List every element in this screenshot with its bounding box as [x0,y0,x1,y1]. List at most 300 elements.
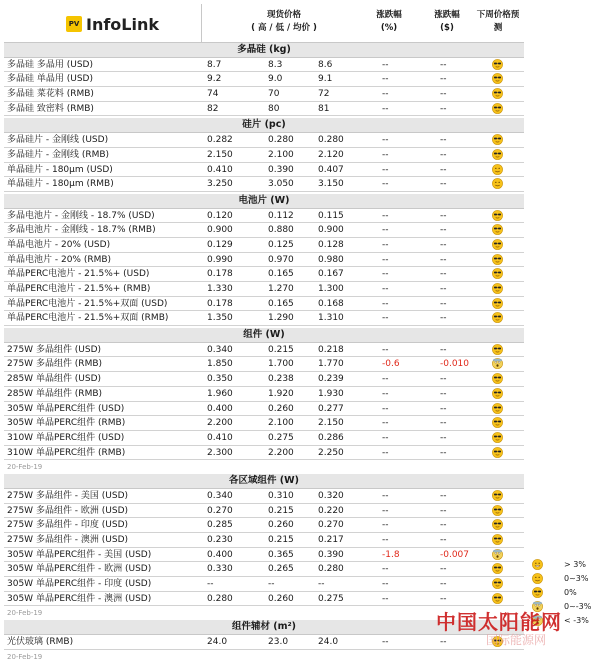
item-name: 275W 多晶组件 - 美国 (USD) [7,490,128,502]
price-avg: 0.390 [318,549,344,561]
item-name: 单晶电池片 - 20% (USD) [7,239,110,251]
price-high: 0.400 [207,549,233,561]
table-row [4,635,524,650]
usd-change-header [422,9,472,35]
usd-change: -0.007 [440,549,469,561]
item-name: 多晶硅 单晶用 (USD) [7,73,93,85]
price-avg: 0.218 [318,344,344,356]
price-avg: 1.930 [318,388,344,400]
table-row [4,518,524,533]
item-name: 单晶PERC电池片 - 21.5%+双面 (USD) [7,298,167,310]
table-row [4,209,524,224]
pct-change: -0.6 [382,358,400,370]
cool-face-icon [532,587,543,598]
usd-change: -0.010 [440,358,469,370]
pct-change: -- [382,344,389,356]
pct-change: -- [382,505,389,517]
price-high: 0.280 [207,593,233,605]
price-low: 2.100 [268,149,294,161]
smile-face-icon [492,164,503,175]
price-avg: 0.167 [318,268,344,280]
pct-change: -- [382,239,389,251]
price-low: 0.165 [268,268,294,280]
usd-change: -- [440,224,447,236]
price-avg: 0.286 [318,432,344,444]
price-high: 0.400 [207,403,233,415]
price-low: 1.700 [268,358,294,370]
price-avg: 0.277 [318,403,344,415]
logo-text: InfoLink [86,15,159,34]
price-high: 0.410 [207,164,233,176]
usd-change: -- [440,344,447,356]
price-avg: -- [318,578,325,590]
pct-change: -- [382,388,389,400]
pct-change: -- [382,312,389,324]
price-avg: 9.1 [318,73,332,85]
price-avg: 0.407 [318,164,344,176]
price-avg: 0.320 [318,490,344,502]
price-high: 74 [207,88,218,100]
item-name: 305W 单晶PERC组件 (USD) [7,403,124,415]
price-high: 0.410 [207,432,233,444]
table-row [4,163,524,178]
table-row [4,446,524,461]
pv-logo-icon: PV [66,16,82,32]
item-name: 310W 单晶PERC组件 (USD) [7,432,124,444]
price-avg: 2.150 [318,417,344,429]
item-name: 多晶电池片 - 金刚线 - 18.7% (USD) [7,210,155,222]
price-low: 2.200 [268,447,294,459]
usd-change: -- [440,534,447,546]
table-row [4,311,524,326]
pct-change: -- [382,134,389,146]
usd-unit: ($) [422,22,472,35]
usd-change: -- [440,149,447,161]
table-row [4,238,524,253]
usd-change: -- [440,417,447,429]
price-high: 24.0 [207,636,227,648]
usd-change: -- [440,88,447,100]
table-row [4,533,524,548]
table-row [4,402,524,417]
price-low: 0.970 [268,254,294,266]
cool-face-icon [492,490,503,501]
price-low: 0.390 [268,164,294,176]
item-name: 多晶硅片 - 金刚线 (RMB) [7,149,109,161]
price-high: 0.990 [207,254,233,266]
pct-change: -- [382,403,389,415]
price-high: 2.200 [207,417,233,429]
price-high: 1.850 [207,358,233,370]
pct-change: -- [382,210,389,222]
pct-change: -- [382,283,389,295]
price-low: 2.100 [268,417,294,429]
price-low: 0.260 [268,593,294,605]
cool-face-icon [492,417,503,428]
price-high: 2.300 [207,447,233,459]
pct-change: -- [382,417,389,429]
table-row [4,548,524,563]
price-low: 0.365 [268,549,294,561]
price-high: 0.340 [207,490,233,502]
price-high: 0.340 [207,344,233,356]
price-low: 70 [268,88,279,100]
cool-face-icon [492,88,503,99]
price-high: 1.350 [207,312,233,324]
usd-change: -- [440,519,447,531]
pct-change: -1.8 [382,549,400,561]
usd-change: -- [440,298,447,310]
price-low: 0.112 [268,210,294,222]
cool-face-icon [492,210,503,221]
pct-change: -- [382,73,389,85]
usd-change: -- [440,239,447,251]
cool-face-icon [492,519,503,530]
price-high: 9.2 [207,73,221,85]
price-low: 0.265 [268,563,294,575]
item-name: 多晶硅 致密料 (RMB) [7,103,94,115]
usd-change: -- [440,254,447,266]
usd-change: -- [440,593,447,605]
cool-face-icon [492,373,503,384]
item-name: 光伏玻璃 (RMB) [7,636,73,648]
item-name: 305W 单晶PERC组件 - 澳洲 (USD) [7,593,151,605]
usd-change: -- [440,164,447,176]
price-low: 3.050 [268,178,294,190]
table-row [4,416,524,431]
table-row [4,148,524,163]
usd-title: 涨跌幅 [422,9,472,22]
price-high: 2.150 [207,149,233,161]
legend-label: < -3% [564,615,589,627]
item-name: 285W 单晶组件 (RMB) [7,388,102,400]
usd-change: -- [440,373,447,385]
usd-change: -- [440,103,447,115]
price-high: 0.282 [207,134,233,146]
item-name: 单晶电池片 - 20% (RMB) [7,254,111,266]
price-header [224,9,344,35]
legend-label: 0~-3% [564,601,591,613]
usd-change: -- [440,59,447,71]
cool-face-icon [492,268,503,279]
cool-face-icon [492,593,503,604]
cool-face-icon [492,103,503,114]
pct-change: -- [382,254,389,266]
price-low: 23.0 [268,636,288,648]
price-high: 0.120 [207,210,233,222]
usd-change: -- [440,636,447,648]
table-row [4,357,524,372]
item-name: 310W 单晶PERC组件 (RMB) [7,447,125,459]
cool-face-icon [492,447,503,458]
watermark-subtext: 国际能源网 [486,631,546,648]
usd-change: -- [440,432,447,444]
pct-change: -- [382,373,389,385]
price-low: 0.125 [268,239,294,251]
price-high: 0.330 [207,563,233,575]
price-low: 9.0 [268,73,282,85]
date-label: 20-Feb-19 [4,606,524,620]
table-header [4,4,524,43]
price-avg: 0.239 [318,373,344,385]
price-high: 0.350 [207,373,233,385]
price-subtitle: ( 高 / 低 / 均价 ) [224,22,344,35]
price-avg: 72 [318,88,329,100]
pct-change: -- [382,593,389,605]
item-name: 305W 单晶PERC组件 - 欧洲 (USD) [7,563,151,575]
pct-change: -- [382,636,389,648]
pct-change: -- [382,563,389,575]
price-avg: 0.280 [318,134,344,146]
price-low: 0.260 [268,519,294,531]
pct-change: -- [382,224,389,236]
price-low: 0.310 [268,490,294,502]
price-high: 0.900 [207,224,233,236]
price-low: 0.238 [268,373,294,385]
usd-change: -- [440,403,447,415]
date-label: 20-Feb-19 [4,650,524,664]
item-name: 305W 单晶PERC组件 - 印度 (USD) [7,578,151,590]
usd-change: -- [440,283,447,295]
price-low: 0.215 [268,534,294,546]
pct-title: 涨跌幅 [364,9,414,22]
pct-change: -- [382,519,389,531]
table-row [4,102,524,117]
item-name: 275W 多晶组件 (RMB) [7,358,102,370]
item-name: 单晶硅片 - 180μm (USD) [7,164,113,176]
cool-face-icon [492,224,503,235]
pct-change: -- [382,178,389,190]
table-row [4,223,524,238]
pct-change: -- [382,103,389,115]
cool-face-icon [492,534,503,545]
price-high: 0.129 [207,239,233,251]
price-avg: 0.115 [318,210,344,222]
pct-change: -- [382,88,389,100]
price-title: 现货价格 [224,9,344,22]
price-low: 1.920 [268,388,294,400]
pct-change: -- [382,490,389,502]
price-low: 0.275 [268,432,294,444]
table-row [4,372,524,387]
pct-change: -- [382,578,389,590]
item-name: 单晶硅片 - 180μm (RMB) [7,178,114,190]
pct-change: -- [382,447,389,459]
cool-face-icon [492,134,503,145]
table-row [4,562,524,577]
cool-face-icon [492,432,503,443]
table-row [4,592,524,607]
legend-label: > 3% [564,559,586,571]
watermark-text: 中国太阳能网 [436,606,562,635]
legend-label: 0% [564,587,577,599]
table-row [4,431,524,446]
price-avg: 0.275 [318,593,344,605]
price-high: 3.250 [207,178,233,190]
price-low: 0.880 [268,224,294,236]
cool-face-icon [492,388,503,399]
price-low: 0.260 [268,403,294,415]
infolink-logo [66,14,159,34]
price-low: 0.165 [268,298,294,310]
price-avg: 1.310 [318,312,344,324]
price-low: 80 [268,103,279,115]
usd-change: -- [440,178,447,190]
item-name: 275W 多晶组件 - 欧洲 (USD) [7,505,128,517]
table-row [4,267,524,282]
section-header: 多晶硅 (kg) [4,43,524,58]
usd-change: -- [440,578,447,590]
table-row [4,72,524,87]
cool-face-icon [492,298,503,309]
pct-change: -- [382,59,389,71]
pct-change: -- [382,164,389,176]
table-row [4,177,524,192]
price-low: 8.3 [268,59,282,71]
cool-face-icon [492,578,503,589]
section-header: 组件辅材 (m²) [4,620,524,635]
section-header: 电池片 (W) [4,194,524,209]
usd-change: -- [440,447,447,459]
price-high: 82 [207,103,218,115]
table-row [4,133,524,148]
table-row [4,387,524,402]
price-high: 0.178 [207,298,233,310]
price-low: 0.215 [268,344,294,356]
pct-change-header [364,9,414,35]
price-high: -- [207,578,214,590]
cool-face-icon [492,73,503,84]
price-avg: 0.220 [318,505,344,517]
cool-face-icon [492,239,503,250]
usd-change: -- [440,268,447,280]
usd-change: -- [440,73,447,85]
usd-change: -- [440,134,447,146]
price-avg: 0.168 [318,298,344,310]
table-row [4,343,524,358]
pct-change: -- [382,149,389,161]
price-high: 1.960 [207,388,233,400]
item-name: 305W 单晶PERC组件 - 美国 (USD) [7,549,151,561]
price-avg: 1.300 [318,283,344,295]
pct-change: -- [382,534,389,546]
usd-change: -- [440,312,447,324]
price-avg: 3.150 [318,178,344,190]
price-avg: 0.217 [318,534,344,546]
legend-label: 0~3% [564,573,588,585]
usd-change: -- [440,505,447,517]
cool-face-icon [492,563,503,574]
cool-face-icon [492,283,503,294]
forecast-subtitle: 测 [470,22,526,35]
item-name: 285W 单晶组件 (USD) [7,373,101,385]
grin-face-icon [532,559,543,570]
legend-item [532,572,600,586]
forecast-header [470,9,526,35]
table-row [4,253,524,268]
price-high: 0.230 [207,534,233,546]
price-avg: 1.770 [318,358,344,370]
table-row [4,489,524,504]
header-divider [201,4,202,42]
item-name: 多晶硅片 - 金刚线 (USD) [7,134,108,146]
table-row [4,58,524,73]
price-avg: 0.980 [318,254,344,266]
item-name: 275W 多晶组件 - 澳洲 (USD) [7,534,128,546]
item-name: 305W 单晶PERC组件 (RMB) [7,417,125,429]
item-name: 275W 多晶组件 (USD) [7,344,101,356]
price-avg: 81 [318,103,329,115]
price-high: 0.285 [207,519,233,531]
price-avg: 2.250 [318,447,344,459]
item-name: 多晶硅 菜花料 (RMB) [7,88,94,100]
cool-face-icon [492,254,503,265]
cool-face-icon [492,403,503,414]
shock-face-icon [492,549,503,560]
shock-face-icon [492,358,503,369]
pct-change: -- [382,298,389,310]
section-header: 组件 (W) [4,328,524,343]
price-low: 1.290 [268,312,294,324]
section-header: 各区域组件 (W) [4,474,524,489]
table-body [4,43,524,664]
item-name: 多晶硅 多晶用 (USD) [7,59,93,71]
cool-face-icon [492,344,503,355]
usd-change: -- [440,490,447,502]
cool-face-icon [492,312,503,323]
price-low: 1.270 [268,283,294,295]
forecast-title: 下周价格预 [470,9,526,22]
price-high: 0.270 [207,505,233,517]
date-label: 20-Feb-19 [4,460,524,474]
table-row [4,282,524,297]
cool-face-icon [492,149,503,160]
pct-unit: (%) [364,22,414,35]
item-name: 275W 多晶组件 - 印度 (USD) [7,519,128,531]
item-name: 单晶PERC电池片 - 21.5%+ (USD) [7,268,149,280]
price-avg: 0.280 [318,563,344,575]
usd-change: -- [440,563,447,575]
table-row [4,504,524,519]
price-avg: 0.128 [318,239,344,251]
item-name: 多晶电池片 - 金刚线 - 18.7% (RMB) [7,224,156,236]
table-row [4,577,524,592]
section-header: 硅片 (pc) [4,118,524,133]
cool-face-icon [492,505,503,516]
price-low: 0.280 [268,134,294,146]
usd-change: -- [440,210,447,222]
cool-face-icon [492,59,503,70]
smile-face-icon [532,573,543,584]
price-avg: 24.0 [318,636,338,648]
usd-change: -- [440,388,447,400]
price-high: 0.178 [207,268,233,280]
price-avg: 0.900 [318,224,344,236]
pct-change: -- [382,432,389,444]
legend-item [532,586,600,600]
price-avg: 8.6 [318,59,332,71]
table-row [4,297,524,312]
legend-item [532,558,600,572]
price-low: 0.215 [268,505,294,517]
price-high: 1.330 [207,283,233,295]
price-table [4,4,524,664]
table-row [4,87,524,102]
smile-face-icon [492,178,503,189]
price-low: -- [268,578,275,590]
price-avg: 0.270 [318,519,344,531]
pct-change: -- [382,268,389,280]
